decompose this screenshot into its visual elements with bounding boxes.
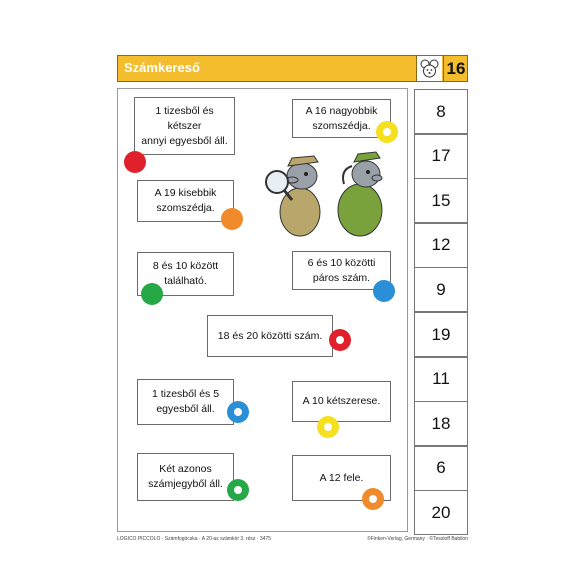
- answer-cell[interactable]: 8: [414, 89, 468, 134]
- answer-cell[interactable]: 15: [414, 178, 468, 223]
- answer-cell[interactable]: 20: [414, 490, 468, 535]
- clue-dot-1[interactable]: [124, 151, 146, 173]
- answer-cell[interactable]: 12: [414, 223, 468, 268]
- mouse-mascot-icon: [416, 56, 442, 81]
- clue-text: 8 és 10 között található.: [152, 260, 219, 287]
- clue-text: 18 és 20 közötti szám.: [217, 329, 323, 342]
- clue-card-1: [134, 97, 235, 155]
- clue-text: A 12 fele.: [319, 471, 364, 484]
- answer-cell[interactable]: 9: [414, 267, 468, 312]
- clue-dot-6[interactable]: [329, 329, 351, 351]
- clue-dot-3[interactable]: [221, 208, 243, 230]
- clue-dot-8[interactable]: [317, 416, 339, 438]
- page-header: [117, 55, 468, 82]
- clue-text: 1 tizesből és 5 egyesből áll.: [151, 388, 220, 415]
- clue-text: 1 tizesből és kétszer annyi egyesből áll.: [141, 104, 228, 147]
- clue-dot-9[interactable]: [227, 479, 249, 501]
- clue-card-3: [137, 180, 234, 222]
- answer-cell[interactable]: 19: [414, 312, 468, 357]
- clue-dot-5[interactable]: [373, 280, 395, 302]
- clue-text: A 19 kisebbik szomszédja.: [154, 187, 217, 214]
- clue-text: Két azonos számjegyből áll.: [148, 463, 223, 490]
- answer-cell[interactable]: 11: [414, 357, 468, 402]
- clue-card-6: [207, 315, 333, 357]
- footer-copyright: ©Finken-Verlag, Germany · ©Tessloff Babilon: [367, 536, 468, 542]
- clue-card-8: [292, 381, 391, 422]
- page-title: Számkereső: [124, 60, 200, 75]
- footer-credits: LOGICO PICCOLO · Számfogócska · A 20-as számkör 3. rész · 3475: [117, 536, 271, 542]
- detective-mice-icon: [262, 140, 394, 240]
- answer-cell[interactable]: 17: [414, 134, 468, 179]
- clue-dot-10[interactable]: [362, 488, 384, 510]
- clue-text: A 10 kétszerese.: [302, 395, 381, 407]
- clue-dot-4[interactable]: [141, 283, 163, 305]
- clue-text: 6 és 10 közötti páros szám.: [307, 256, 376, 284]
- clue-text: A 16 nagyobbik szomszédja.: [305, 104, 378, 132]
- answer-cell[interactable]: 6: [414, 446, 468, 491]
- clue-card-9: [137, 453, 234, 501]
- page-number: 16: [443, 56, 468, 81]
- answer-cell[interactable]: 18: [414, 401, 468, 446]
- clue-card-7: [137, 379, 234, 425]
- clue-dot-7[interactable]: [227, 401, 249, 423]
